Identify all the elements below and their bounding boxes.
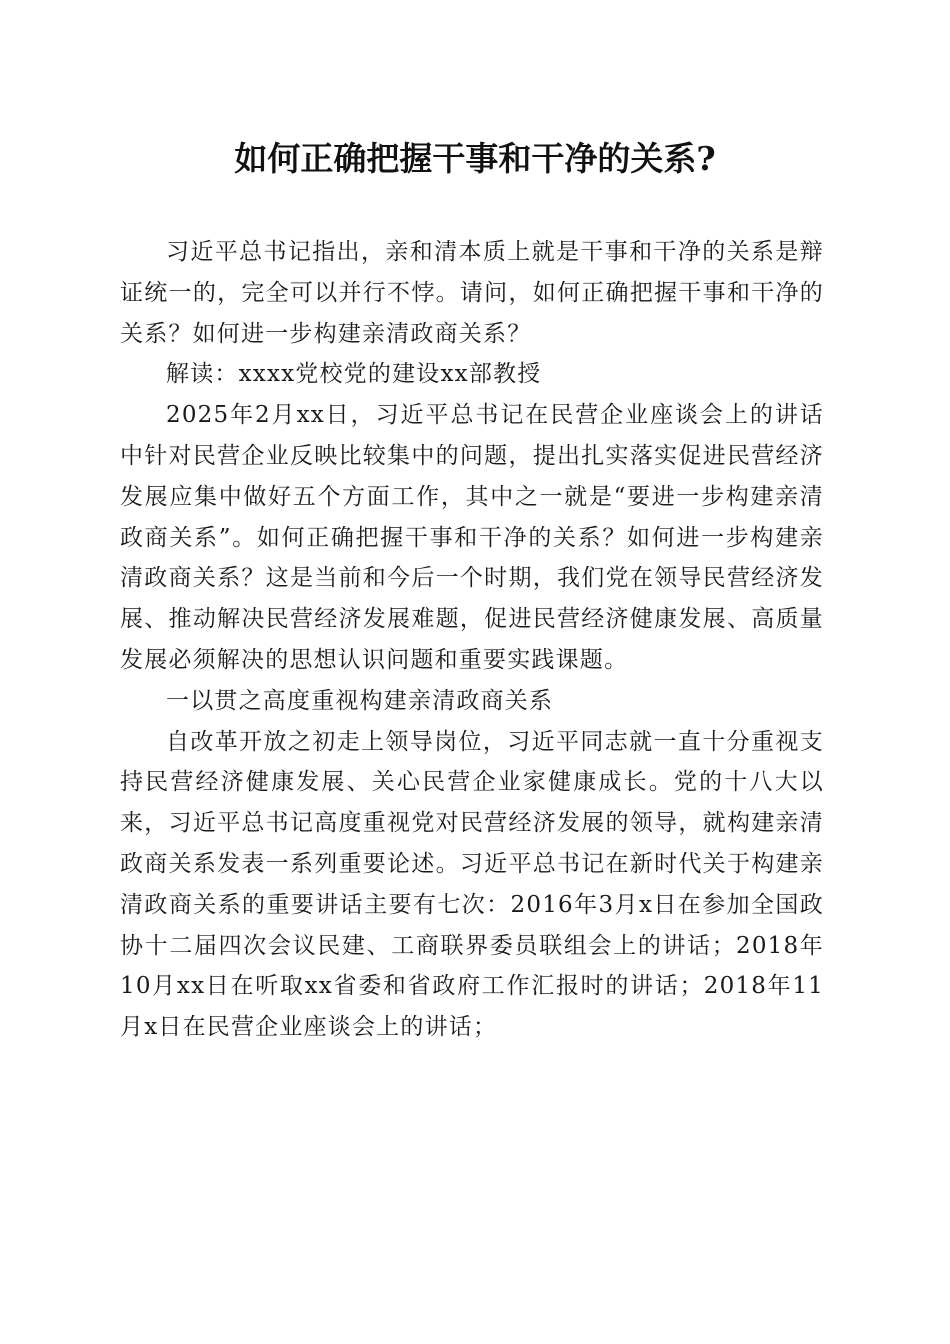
section-heading: 一以贯之高度重视构建亲清政商关系 (166, 687, 554, 714)
paragraph-intro: 习近平总书记指出，亲和清本质上就是干事和干净的关系是辩证统一的，完全可以并行不悖。请问，如何正确把握干事和干净的关系？如何进一步构建亲清政商关系？ (120, 239, 824, 347)
paragraph-author: 解读：xxxx党校党的建设xx部教授 (166, 361, 542, 388)
paragraph-background: 2025年2月xx日，习近平总书记在民营企业座谈会上的讲话中针对民营企业反映比较集中的问题，提出扎实落实促进民营经济发展应集中做好五个方面工作，其中之一就是“要进一步构建亲清政商关系”。如何正确把握干事和干净的关系？如何进一步构建亲清政商关系？这是当前和今后一个时期，我们党在领导民营经济发展、推动解决民营经济发展难题，促进民营经济健康发展、高质量发展必须解决的思想认识问题和重要实践课题。 (120, 402, 824, 673)
document-title: 如何正确把握干事和干净的关系? (234, 139, 716, 178)
document-body (120, 232, 824, 1048)
paragraph-history: 自改革开放之初走上领导岗位，习近平同志就一直十分重视支持民营经济健康发展、关心民营企业家健康成长。党的十八大以来，习近平总书记高度重视党对民营经济发展的领导，就构建亲清政商关系发表一系列重要论述。习近平总书记在新时代关于构建亲清政商关系的重要讲话主要有七次：2016年3月x日在参加全国政协十二届四次会议民建、工商联界委员联组会上的讲话；2018年10月xx日在听取xx省委和省政府工作汇报时的讲话；2018年11月x日在民营企业座谈会上的讲话； (120, 728, 824, 1041)
